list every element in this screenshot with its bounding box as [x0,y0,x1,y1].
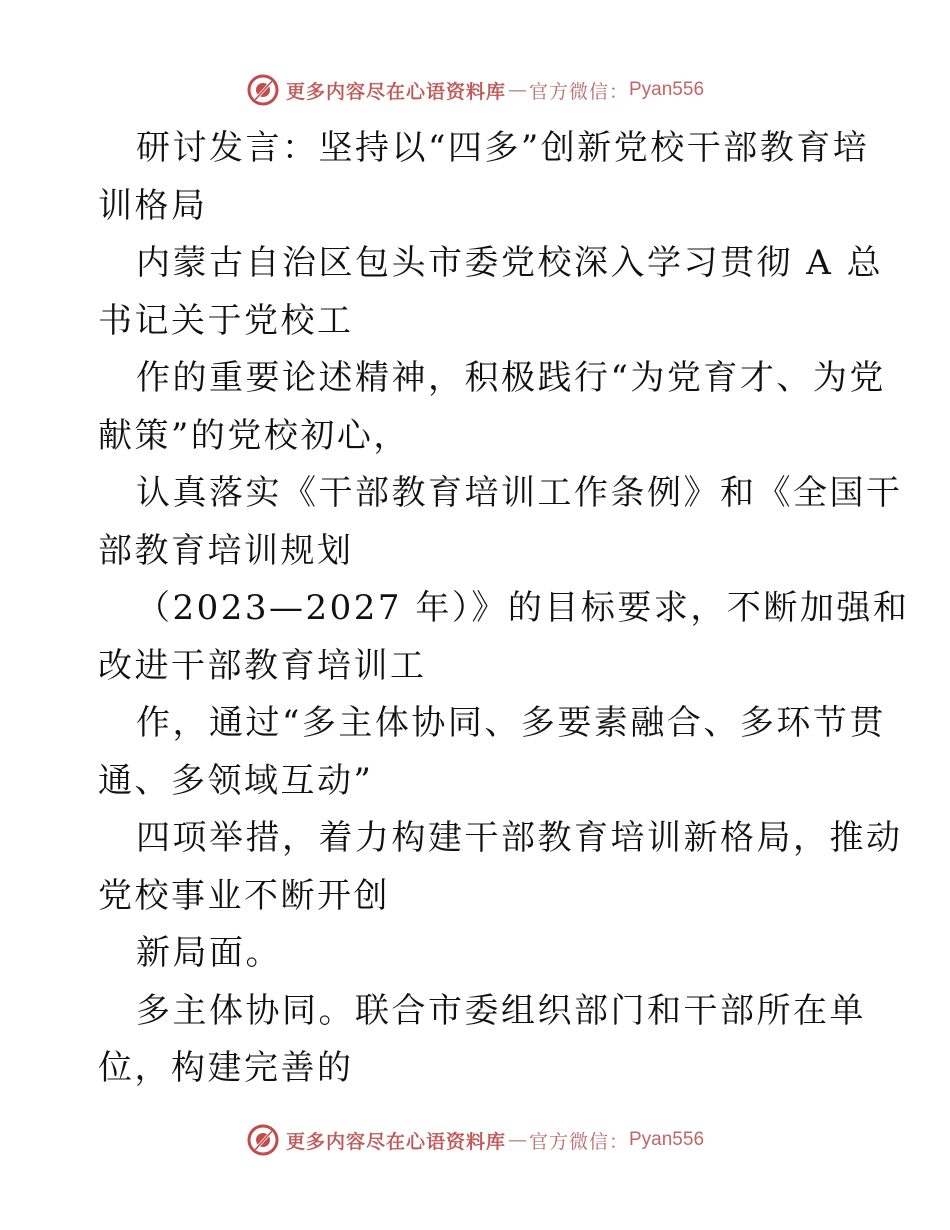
logo-icon [246,73,280,107]
header-watermark [0,70,950,110]
text-line: 认真落实《干部教育培训工作条例》和《全国干 [136,473,903,513]
text-line: 献策”的党校初心， [98,415,410,456]
text-line: 四项举措，着力构建干部教育培训新格局，推动 [136,818,903,858]
text-line: 研讨发言：坚持以“四多”创新党校干部教育培 [136,128,870,168]
text-line: 改进干部教育培训工 [98,645,427,686]
text-line: 训格局 [98,185,208,226]
footer-watermark [0,1120,950,1160]
watermark-wechat-id: Pyan556 [629,79,705,100]
watermark-site-text: 更多内容尽在心语资料库 [285,80,506,103]
text-line: 党校事业不断开创 [98,875,390,916]
watermark-site-text: 更多内容尽在心语资料库 [285,1130,506,1153]
text-line: 通、多领域互动” [98,760,374,801]
watermark-official-text: 官方微信： [528,1130,629,1153]
watermark-separator: — [507,1129,527,1151]
text-line: 新局面。 [136,933,282,973]
text-line: （2023—2027 年）》的目标要求，不断加强和 [136,588,910,628]
text-line: 作，通过“多主体协同、多要素融合、多环节贯 [136,703,886,743]
text-line: 书记关于党校工 [98,300,354,341]
text-line: 多主体协同。联合市委组织部门和干部所在单 [136,990,866,1031]
text-line: 位，构建完善的 [98,1048,354,1088]
watermark-separator: — [507,79,527,101]
text-line: 作的重要论述精神，积极践行“为党育才、为党 [136,358,886,398]
logo-icon [246,1123,280,1157]
text-line: 部教育培训规划 [98,530,354,571]
watermark-wechat-id: Pyan556 [629,1129,705,1150]
watermark-official-text: 官方微信： [528,80,629,103]
document-body [98,120,910,1098]
text-line: 内蒙古自治区包头市委党校深入学习贯彻 A 总 [136,243,884,283]
